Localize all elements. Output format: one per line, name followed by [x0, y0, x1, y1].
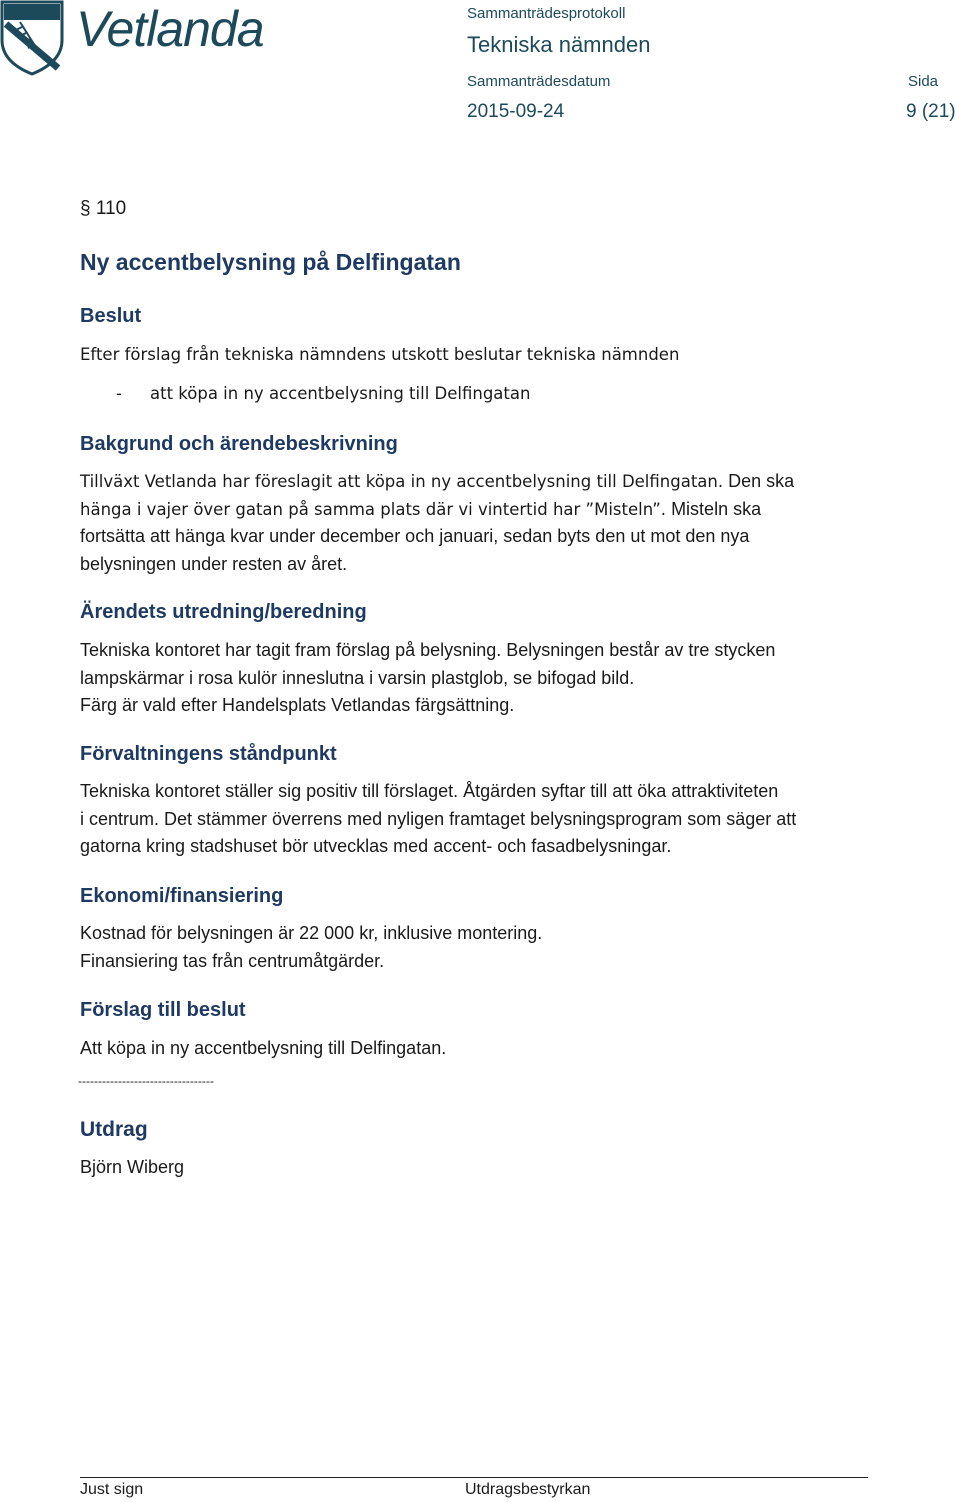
utredning-line3: Färg är vald efter Handelsplats Vetlandas färgsättning. — [80, 695, 515, 715]
standpunkt-text — [80, 778, 880, 861]
utredning-line2: lampskärmar i rosa kulör inneslutna i varsin plastglob, se bifogad bild. — [80, 667, 635, 688]
bullet-text: att köpa in ny accentbelysning till Delfingatan — [150, 384, 531, 403]
date-label: Sammanträdesdatum — [467, 73, 611, 90]
doc-type-label: Sammanträdesprotokoll — [467, 5, 626, 22]
logo-wordmark: Vetlanda — [76, 1, 264, 57]
coat-of-arms-icon — [0, 0, 66, 76]
bakgrund-text — [80, 468, 880, 578]
beslut-intro: Efter förslag från tekniska nämndens utskott beslutar tekniska nämnden — [80, 345, 680, 364]
footer-divider — [80, 1477, 868, 1478]
bakgrund-line1a: Tillväxt Vetlanda har föreslagit att köpa in ny accentbelysning till Delfingatan. — [80, 472, 724, 491]
utredning-line1: Tekniska kontoret har tagit fram förslag på belysning. Belysningen består av tre stycken — [80, 640, 776, 660]
bullet-dash: - — [116, 384, 122, 403]
date-value: 2015-09-24 — [467, 101, 565, 122]
standpunkt-line2: i centrum. Det stämmer överrens med nyligen framtaget belysningsprogram som säger att — [80, 808, 797, 829]
committee-name: Tekniska nämnden — [467, 32, 651, 57]
footer-just-sign: Just sign — [80, 1481, 144, 1498]
section-heading-utredning: Ärendets utredning/beredning — [80, 601, 367, 623]
bakgrund-line2: hänga i vajer över gatan på samma plats där vi vintertid har ”Misteln”. — [80, 499, 667, 519]
section-heading-utdrag: Utdrag — [80, 1118, 148, 1141]
dashed-separator: ---------------------------------- — [78, 1074, 214, 1088]
ekonomi-line2: Finansiering tas från centrumåtgärder. — [80, 950, 385, 971]
bakgrund-line3: fortsätta att hänga kvar under december och januari, sedan byts den ut mot den nya — [80, 526, 750, 546]
vetlanda-logo — [0, 0, 300, 76]
standpunkt-line3: gatorna kring stadshuset bör utvecklas med accent- och fasadbelysningar. — [80, 836, 672, 856]
page-number: 9 (21) — [906, 101, 956, 122]
bakgrund-line1b: Den ska — [723, 471, 795, 491]
ekonomi-line1: Kostnad för belysningen är 22 000 kr, inklusive montering. — [80, 923, 543, 943]
section-heading-beslut: Beslut — [80, 305, 142, 327]
bakgrund-line2b: Misteln ska — [666, 498, 762, 519]
ekonomi-text — [80, 920, 880, 975]
footer-utdragsbestyrkan: Utdragsbestyrkan — [465, 1481, 591, 1498]
section-heading-ekonomi: Ekonomi/finansiering — [80, 885, 284, 907]
bakgrund-line4: belysningen under resten av året. — [80, 553, 348, 574]
forslag-text: Att köpa in ny accentbelysning till Delfingatan. — [80, 1038, 447, 1058]
section-heading-bakgrund: Bakgrund och ärendebeskrivning — [80, 433, 398, 455]
paragraph-number: § 110 — [80, 198, 127, 219]
standpunkt-line1: Tekniska kontoret ställer sig positiv till förslaget. Åtgärden syftar till att öka attraktiviteten — [80, 781, 779, 801]
section-heading-standpunkt: Förvaltningens ståndpunkt — [80, 743, 337, 765]
page-label: Sida — [908, 73, 939, 90]
utdrag-name: Björn Wiberg — [80, 1157, 185, 1177]
page-title: Ny accentbelysning på Delfingatan — [80, 249, 461, 275]
section-heading-forslag: Förslag till beslut — [80, 999, 246, 1021]
utredning-text — [80, 637, 880, 720]
